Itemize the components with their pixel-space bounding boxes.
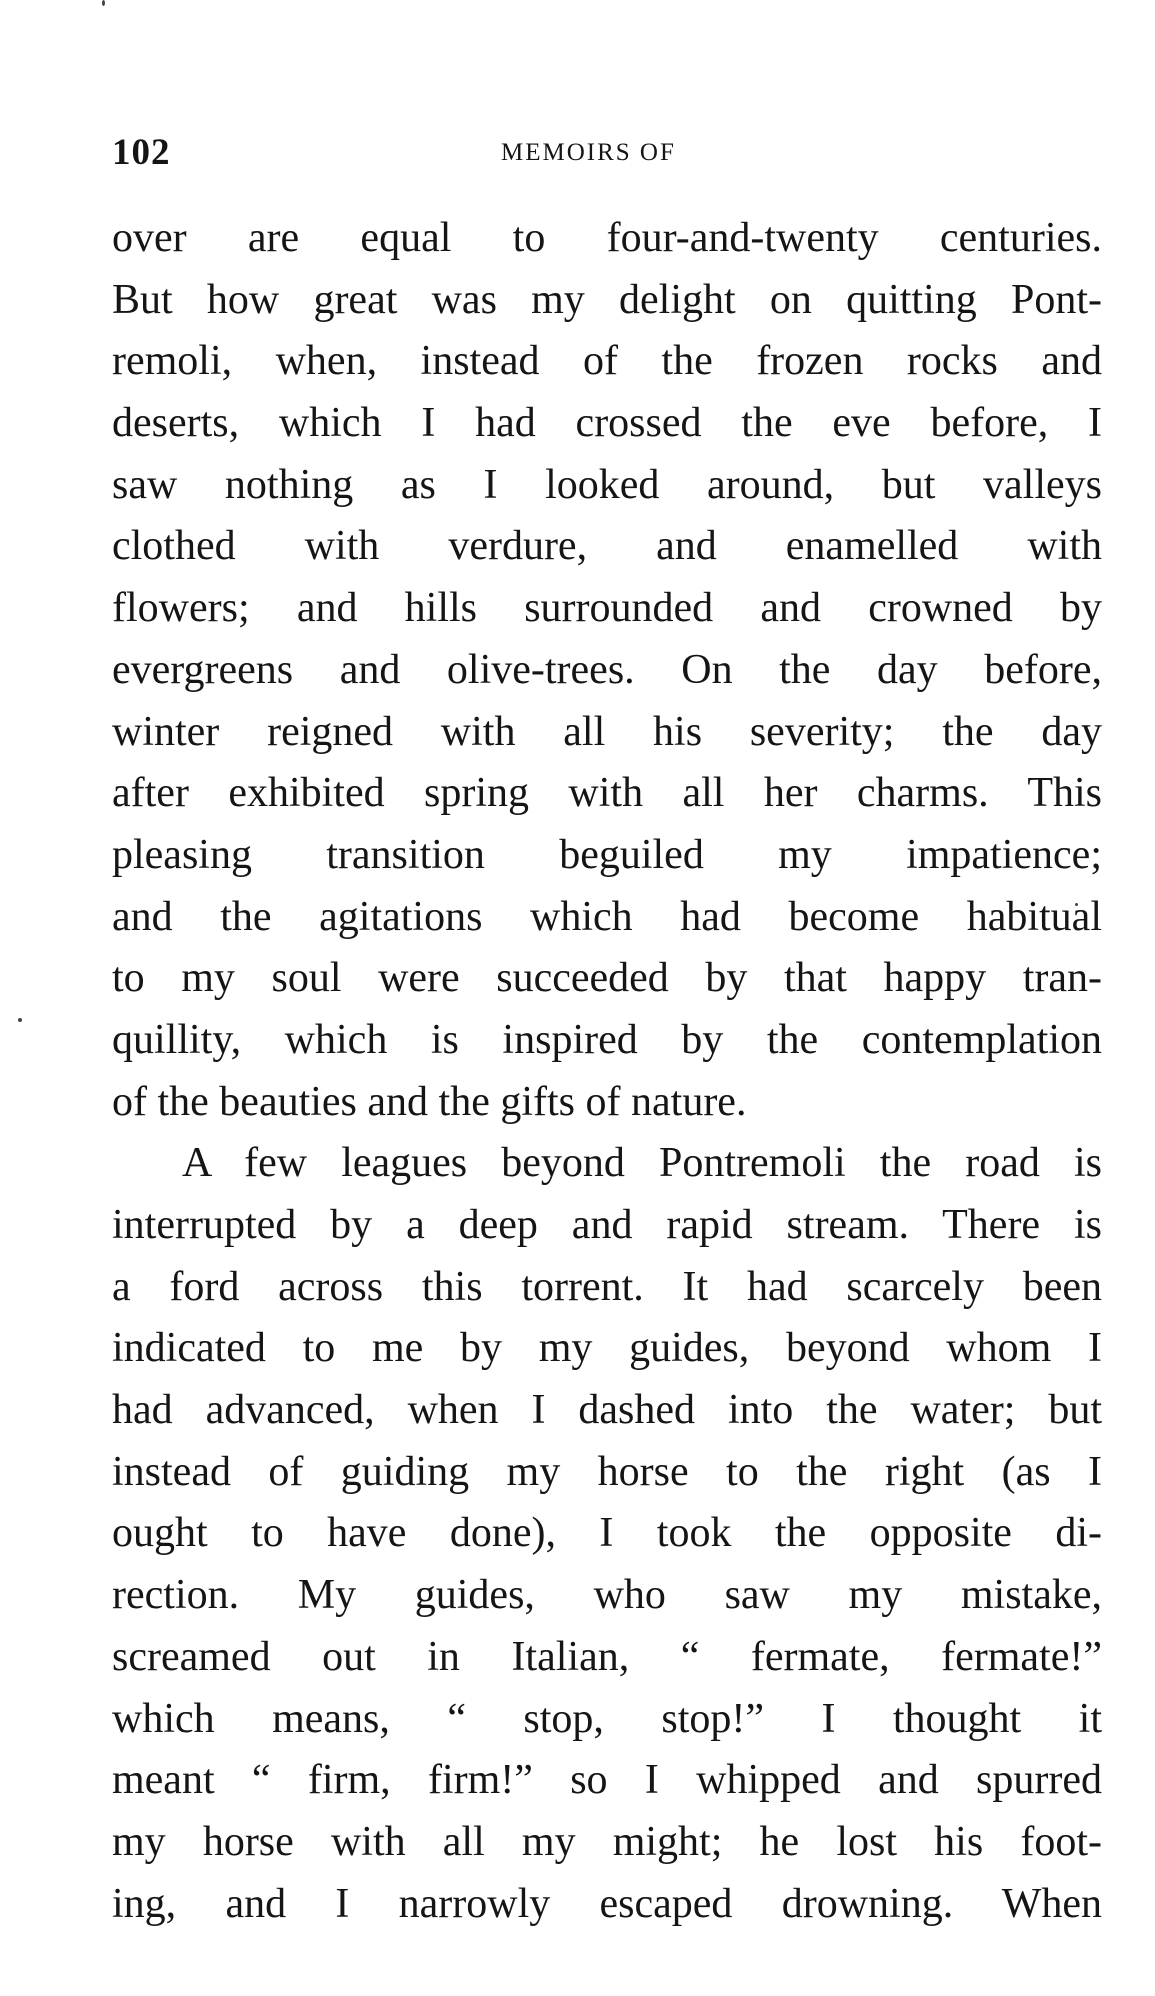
text-line: which means, “ stop, stop!” I thought it (112, 1695, 1102, 1742)
body-text (112, 208, 1102, 1935)
paragraph (112, 1133, 1102, 1935)
text-line: and the agitations which had become habitual (112, 893, 1102, 940)
text-line: to my soul were succeeded by that happy tran- (112, 955, 1102, 1002)
page-number: 102 (112, 132, 171, 173)
text-line: But how great was my delight on quitting Pont- (112, 276, 1102, 323)
text-line: meant “ firm, firm!” so I whipped and spurred (112, 1757, 1102, 1804)
text-line: indicated to me by my guides, beyond whom I (112, 1325, 1102, 1372)
text-line: after exhibited spring with all her charms. This (112, 770, 1102, 817)
text-line: ing, and I narrowly escaped drowning. When (112, 1880, 1102, 1927)
text-line: A few leagues beyond Pontremoli the road is (182, 1140, 1102, 1187)
text-line: deserts, which I had crossed the eve before, I (112, 400, 1102, 447)
text-line: screamed out in Italian, “ fermate, fermate!” (112, 1633, 1102, 1680)
text-line: evergreens and olive-trees. On the day before, (112, 646, 1102, 693)
text-line: saw nothing as I looked around, but valleys (112, 461, 1102, 508)
paper-speck (102, 0, 105, 6)
text-line: winter reigned with all his severity; the day (112, 708, 1102, 755)
text-line: pleasing transition beguiled my impatience; (112, 831, 1102, 878)
text-line: remoli, when, instead of the frozen rocks and (112, 338, 1102, 385)
paper-speck (18, 1018, 22, 1022)
text-line: rection. My guides, who saw my mistake, (112, 1572, 1102, 1619)
text-line: had advanced, when I dashed into the water; but (112, 1387, 1102, 1434)
text-line: quillity, which is inspired by the contemplation (112, 1016, 1102, 1063)
text-line: clothed with verdure, and enamelled with (112, 523, 1102, 570)
running-head: MEMOIRS OF (501, 139, 676, 166)
page-header (112, 128, 1102, 178)
text-line: flowers; and hills surrounded and crowned by (112, 585, 1102, 632)
text-line: of the beauties and the gifts of nature. (112, 1078, 747, 1125)
text-line: my horse with all my might; he lost his foot- (112, 1818, 1102, 1865)
text-line: instead of guiding my horse to the right (as I (112, 1448, 1102, 1495)
paragraph (112, 208, 1102, 1133)
text-line: a ford across this torrent. It had scarcely been (112, 1263, 1102, 1310)
text-line: ought to have done), I took the opposite di- (112, 1510, 1102, 1557)
text-line: interrupted by a deep and rapid stream. There is (112, 1202, 1102, 1248)
text-line: over are equal to four-and-twenty centuries. (112, 215, 1102, 261)
